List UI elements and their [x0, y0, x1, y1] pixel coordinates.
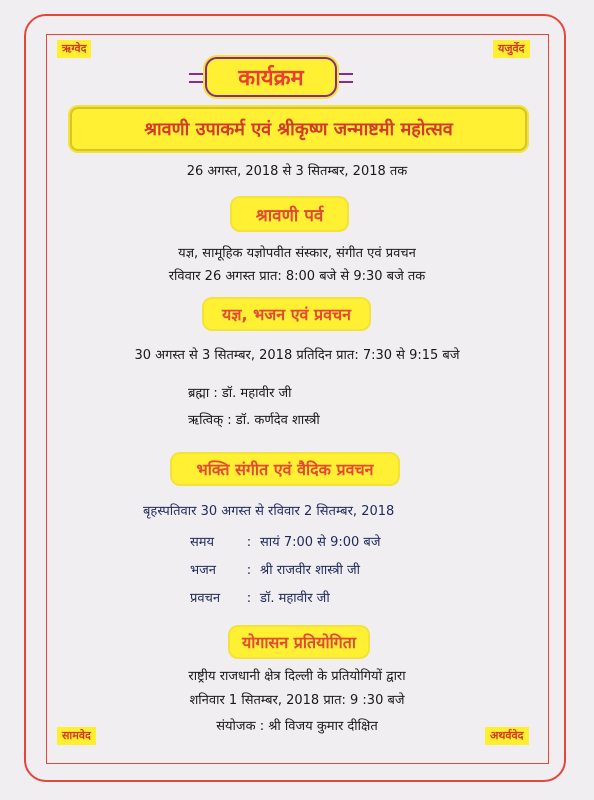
page-title: कार्यक्रम — [205, 57, 337, 97]
section2-line1: 30 अगस्त से 3 सितम्बर, 2018 प्रतिदिन प्रात: 7:30 से 9:15 बजे — [134, 348, 460, 363]
main-heading: श्रावणी उपाकर्म एवं श्रीकृष्ण जन्माष्टमी महोत्सव — [70, 107, 527, 151]
corner-label-top-left: ऋग्वेद — [57, 40, 91, 58]
section3-row — [190, 560, 360, 578]
date-range: 26 अगस्त, 2018 से 3 सितम्बर, 2018 तक — [186, 164, 408, 179]
section4-line3: संयोजक : श्री विजय कुमार दीक्षित — [216, 719, 378, 734]
section1-line1: यज्ञ, सामूहिक यज्ञोपवीत संस्कार, संगीत एवं प्रवचन — [178, 246, 416, 261]
section3-row — [190, 588, 330, 606]
row-value: डॉ. महावीर जी — [260, 591, 330, 606]
corner-label-bottom-right: अथर्ववेद — [485, 727, 529, 745]
section2-ritvik: ऋत्विक् : डॉ. कर्णदेव शास्त्री — [188, 413, 320, 428]
section2-heading: यज्ञ, भजन एवं प्रवचन — [204, 299, 369, 329]
section3-heading: भक्ति संगीत एवं वैदिक प्रवचन — [172, 454, 398, 484]
section4-heading: योगासन प्रतियोगिता — [230, 627, 368, 657]
section4-line2: शनिवार 1 सितम्बर, 2018 प्रात: 9 :30 बजे — [189, 693, 405, 708]
row-value: श्री राजवीर शास्त्री जी — [260, 563, 361, 578]
section3-line1: बृहस्पतिवार 30 अगस्त से रविवार 2 सितम्बर, 2018 — [143, 504, 395, 519]
row-separator: : — [246, 563, 252, 578]
section4-line1: राष्ट्रीय राजधानी क्षेत्र दिल्ली के प्रतियोगियों द्वारा — [188, 669, 406, 684]
row-label: भजन — [190, 563, 217, 578]
section3-row — [190, 532, 380, 550]
section1-heading: श्रावणी पर्व — [232, 198, 347, 230]
section1-line2: रविवार 26 अगस्त प्रात: 8:00 बजे से 9:30 बजे तक — [168, 269, 426, 284]
corner-label-top-right: यजुर्वेद — [493, 40, 530, 58]
section2-brahma: ब्रह्मा : डॉ. महावीर जी — [188, 386, 292, 401]
row-separator: : — [246, 535, 252, 550]
row-value: सायं 7:00 से 9:00 बजे — [260, 535, 381, 550]
row-label: समय — [190, 535, 215, 550]
corner-label-bottom-left: सामवेद — [57, 727, 96, 745]
row-separator: : — [246, 591, 252, 606]
row-label: प्रवचन — [190, 591, 221, 606]
